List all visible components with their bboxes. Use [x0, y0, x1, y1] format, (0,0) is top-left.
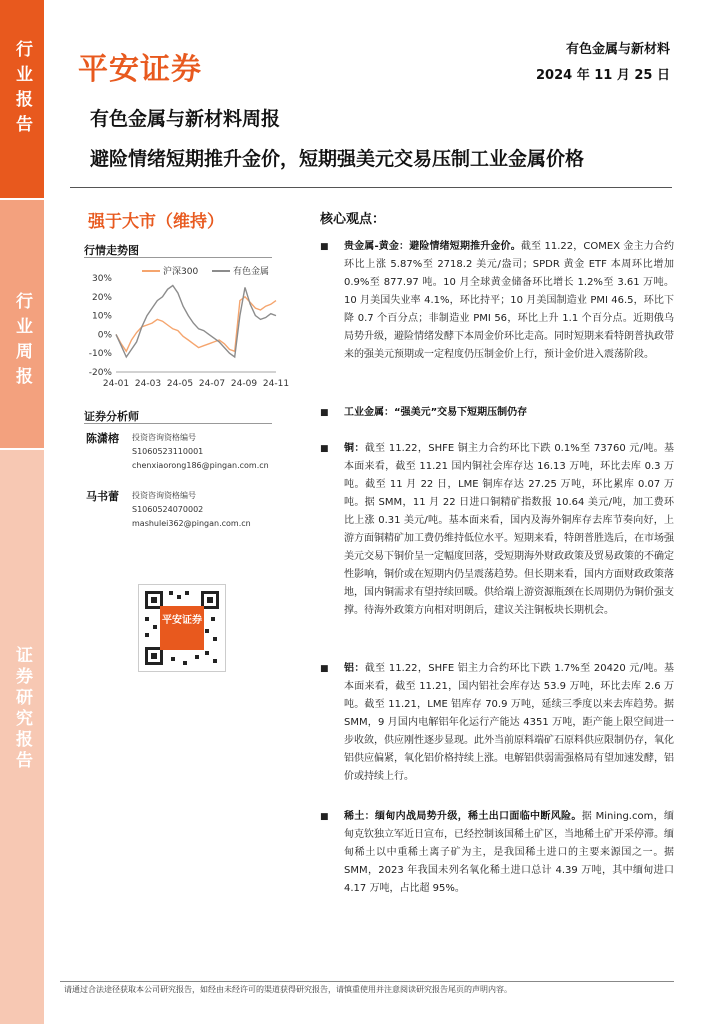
analyst-email[interactable]: chenxiaorong186@pingan.com.cn: [132, 461, 269, 470]
analysts-title: 证券分析师: [84, 410, 139, 423]
footer-divider: [60, 981, 674, 982]
qr-code[interactable]: [138, 584, 226, 672]
y-tick-label: -20%: [88, 368, 112, 378]
point-text: 截至 11.22，SHFE 铜主力合约环比下跌 0.1%至 73760 元/吨。基本面来看，截至 11.21 国内铜社会库存达 16.13 万吨，环比去库 0.3 万吨。截至 11 月 22 日，LME 铜库存达 27.25 万吨，环比累库 0.07 万吨。据 SMM，11 月 22 日进口铜精矿指数报 10.64 美元/吨，加工费环比上涨 0.31 美元/吨。基本面来看，国内及海外铜库存去库节奏向好，上游方面铜精矿加工费仍维持低位水平。短期来看，特朗普胜选后，在市场强美元交易下铜价呈一定幅度回落，受短期海外财政政策及贸易政策的不确定性影响，铜价或在短期内仍呈震荡趋势。但长期来看，国内方面财政政策落地，国内铜需求有望持续回暖。供给端上游资源瓶颈在长周期仍为铜价强支撑。待海外政策方向相对明朗后，建议关注铜板块长期机会。: [344, 443, 675, 616]
chart-title-divider: [84, 257, 272, 258]
side-band-research: [0, 450, 44, 1024]
side-label: 行业报告: [12, 40, 32, 140]
qr-brand-mark: 平安证券: [160, 606, 204, 650]
point-lead: 工业金属：“强美元”交易下短期压制仍存: [344, 407, 528, 418]
point-lead: 贵金属-黄金：避险情绪短期推升金价。: [344, 241, 521, 252]
chart-title: 行情走势图: [84, 244, 139, 257]
point-text: 据 Mining.com，缅甸克钦独立军近日宣布，已经控制该国稀土矿区，当地稀土矿开采停滞。缅甸稀土以中重稀土离子矿为主，是我国稀土进口的主要来源国之一。据 SMM，2023 年我国未列名氧化稀土进口总计 4.39 万吨，其中缅甸进口 4.17 万吨，占比超 95%。: [344, 811, 674, 894]
analyst-cert-label: 投资咨询资格编号: [132, 491, 196, 500]
point-text: 截至 11.22，COMEX 金主力合约环比上涨 5.87%至 2718.2 美元/盎司；SPDR 黄金 ETF 本周环比增加 0.9%至 877.97 吨。10 月全球黄金储备环比增长 1.2%至 3.61 万吨。10 月美国失业率 4.1%，环比持平；10 月美国制造业 PMI 46.5，环比下降 0.7 个百分点；非制造业 PMI 56，环比上升 1.1 个百分点。近期俄乌局势升级，避险情绪发酵下本周金价环比走高。同时短期来看特朗普执政带来的强美元预期或一定程度仍压制金价上行，预计金价进入震荡阶段。: [344, 241, 674, 360]
legend-label: 沪深300: [163, 267, 199, 277]
point-lead: 铝：: [344, 663, 365, 674]
bullet-icon: ■: [320, 444, 329, 454]
point-text: 截至 11.22，SHFE 铝主力合约环比下跌 1.7%至 20420 元/吨。基本面来看，截至 11.21，国内铝社会库存达 53.9 万吨，环比去库 2.6 万吨。截至 11.21，LME 铝库存 70.9 万吨，延续三季度以来去库趋势。据 SMM，9 月国内电解铝年化运行产能达 4351 万吨，距产能上限空间进一步收敛，供应刚性逐步显现。此外当前原料端矿石原料供应限制仍存，氧化铝供应偏紧，氧化铝价格持续上涨。电解铝供弱需强格局有望加速发酵，铝价或持续上行。: [344, 663, 675, 782]
side-band-weekly: [0, 200, 44, 448]
footer-disclaimer: 请通过合法途径获取本公司研究报告，如经由未经许可的渠道获得研究报告，请慎重使用并注意阅读研究报告尾页的声明内容。: [64, 985, 512, 994]
analyst-name: 陈潇榕: [86, 432, 119, 445]
y-tick-label: 0%: [97, 330, 112, 341]
analyst-name: 马书蕾: [86, 490, 119, 503]
x-tick-label: 24-07: [198, 379, 226, 389]
analyst-cert-label: 投资咨询资格编号: [132, 433, 196, 442]
analyst-cert-number: S1060523110001: [132, 447, 204, 456]
sector-label: 有色金属与新材料: [565, 42, 670, 57]
core-views-title: 核心观点：: [320, 212, 386, 227]
series-line: [116, 297, 276, 352]
brand-logo: 平安证券: [78, 52, 202, 87]
x-tick-label: 24-05: [166, 379, 194, 389]
bullet-icon: ■: [320, 812, 329, 822]
point-aluminum: [344, 660, 674, 786]
report-subtitle: 避险情绪短期推升金价，短期强美元交易压制工业金属价格: [90, 148, 585, 170]
rating-label: 强于大市（维持）: [88, 212, 224, 232]
y-tick-label: -10%: [88, 349, 112, 360]
point-gold: [344, 238, 674, 364]
analysts-divider: [84, 423, 272, 424]
analyst-cert-number: S1060524070002: [132, 505, 204, 514]
market-trend-chart: [82, 260, 290, 394]
x-tick-label: 24-01: [102, 379, 130, 389]
point-copper: [344, 440, 674, 620]
title-divider: [70, 187, 672, 188]
point-lead: 铜：: [344, 443, 365, 454]
bullet-icon: ■: [320, 408, 329, 418]
x-tick-label: 24-03: [134, 379, 162, 389]
x-tick-label: 24-11: [262, 379, 290, 389]
analyst-email[interactable]: mashulei362@pingan.com.cn: [132, 519, 251, 528]
y-tick-label: 10%: [91, 311, 112, 322]
x-tick-label: 24-09: [230, 379, 258, 389]
point-lead: 稀土：缅甸内战局势升级，稀土出口面临中断风险。: [344, 811, 582, 822]
y-tick-label: 20%: [91, 292, 112, 303]
side-band-report-type: [0, 0, 44, 198]
bullet-icon: ■: [320, 242, 329, 252]
side-label: 证券研究报告: [12, 646, 32, 772]
y-tick-label: 30%: [91, 274, 112, 284]
legend-label: 有色金属: [233, 267, 270, 277]
bullet-icon: ■: [320, 664, 329, 674]
side-label: 行业周报: [12, 292, 32, 392]
point-industrial-metals: [344, 404, 674, 422]
report-title: 有色金属与新材料周报: [90, 108, 281, 130]
point-rare-earth: [344, 808, 674, 898]
report-date: 2024 年 11 月 25 日: [536, 68, 670, 83]
